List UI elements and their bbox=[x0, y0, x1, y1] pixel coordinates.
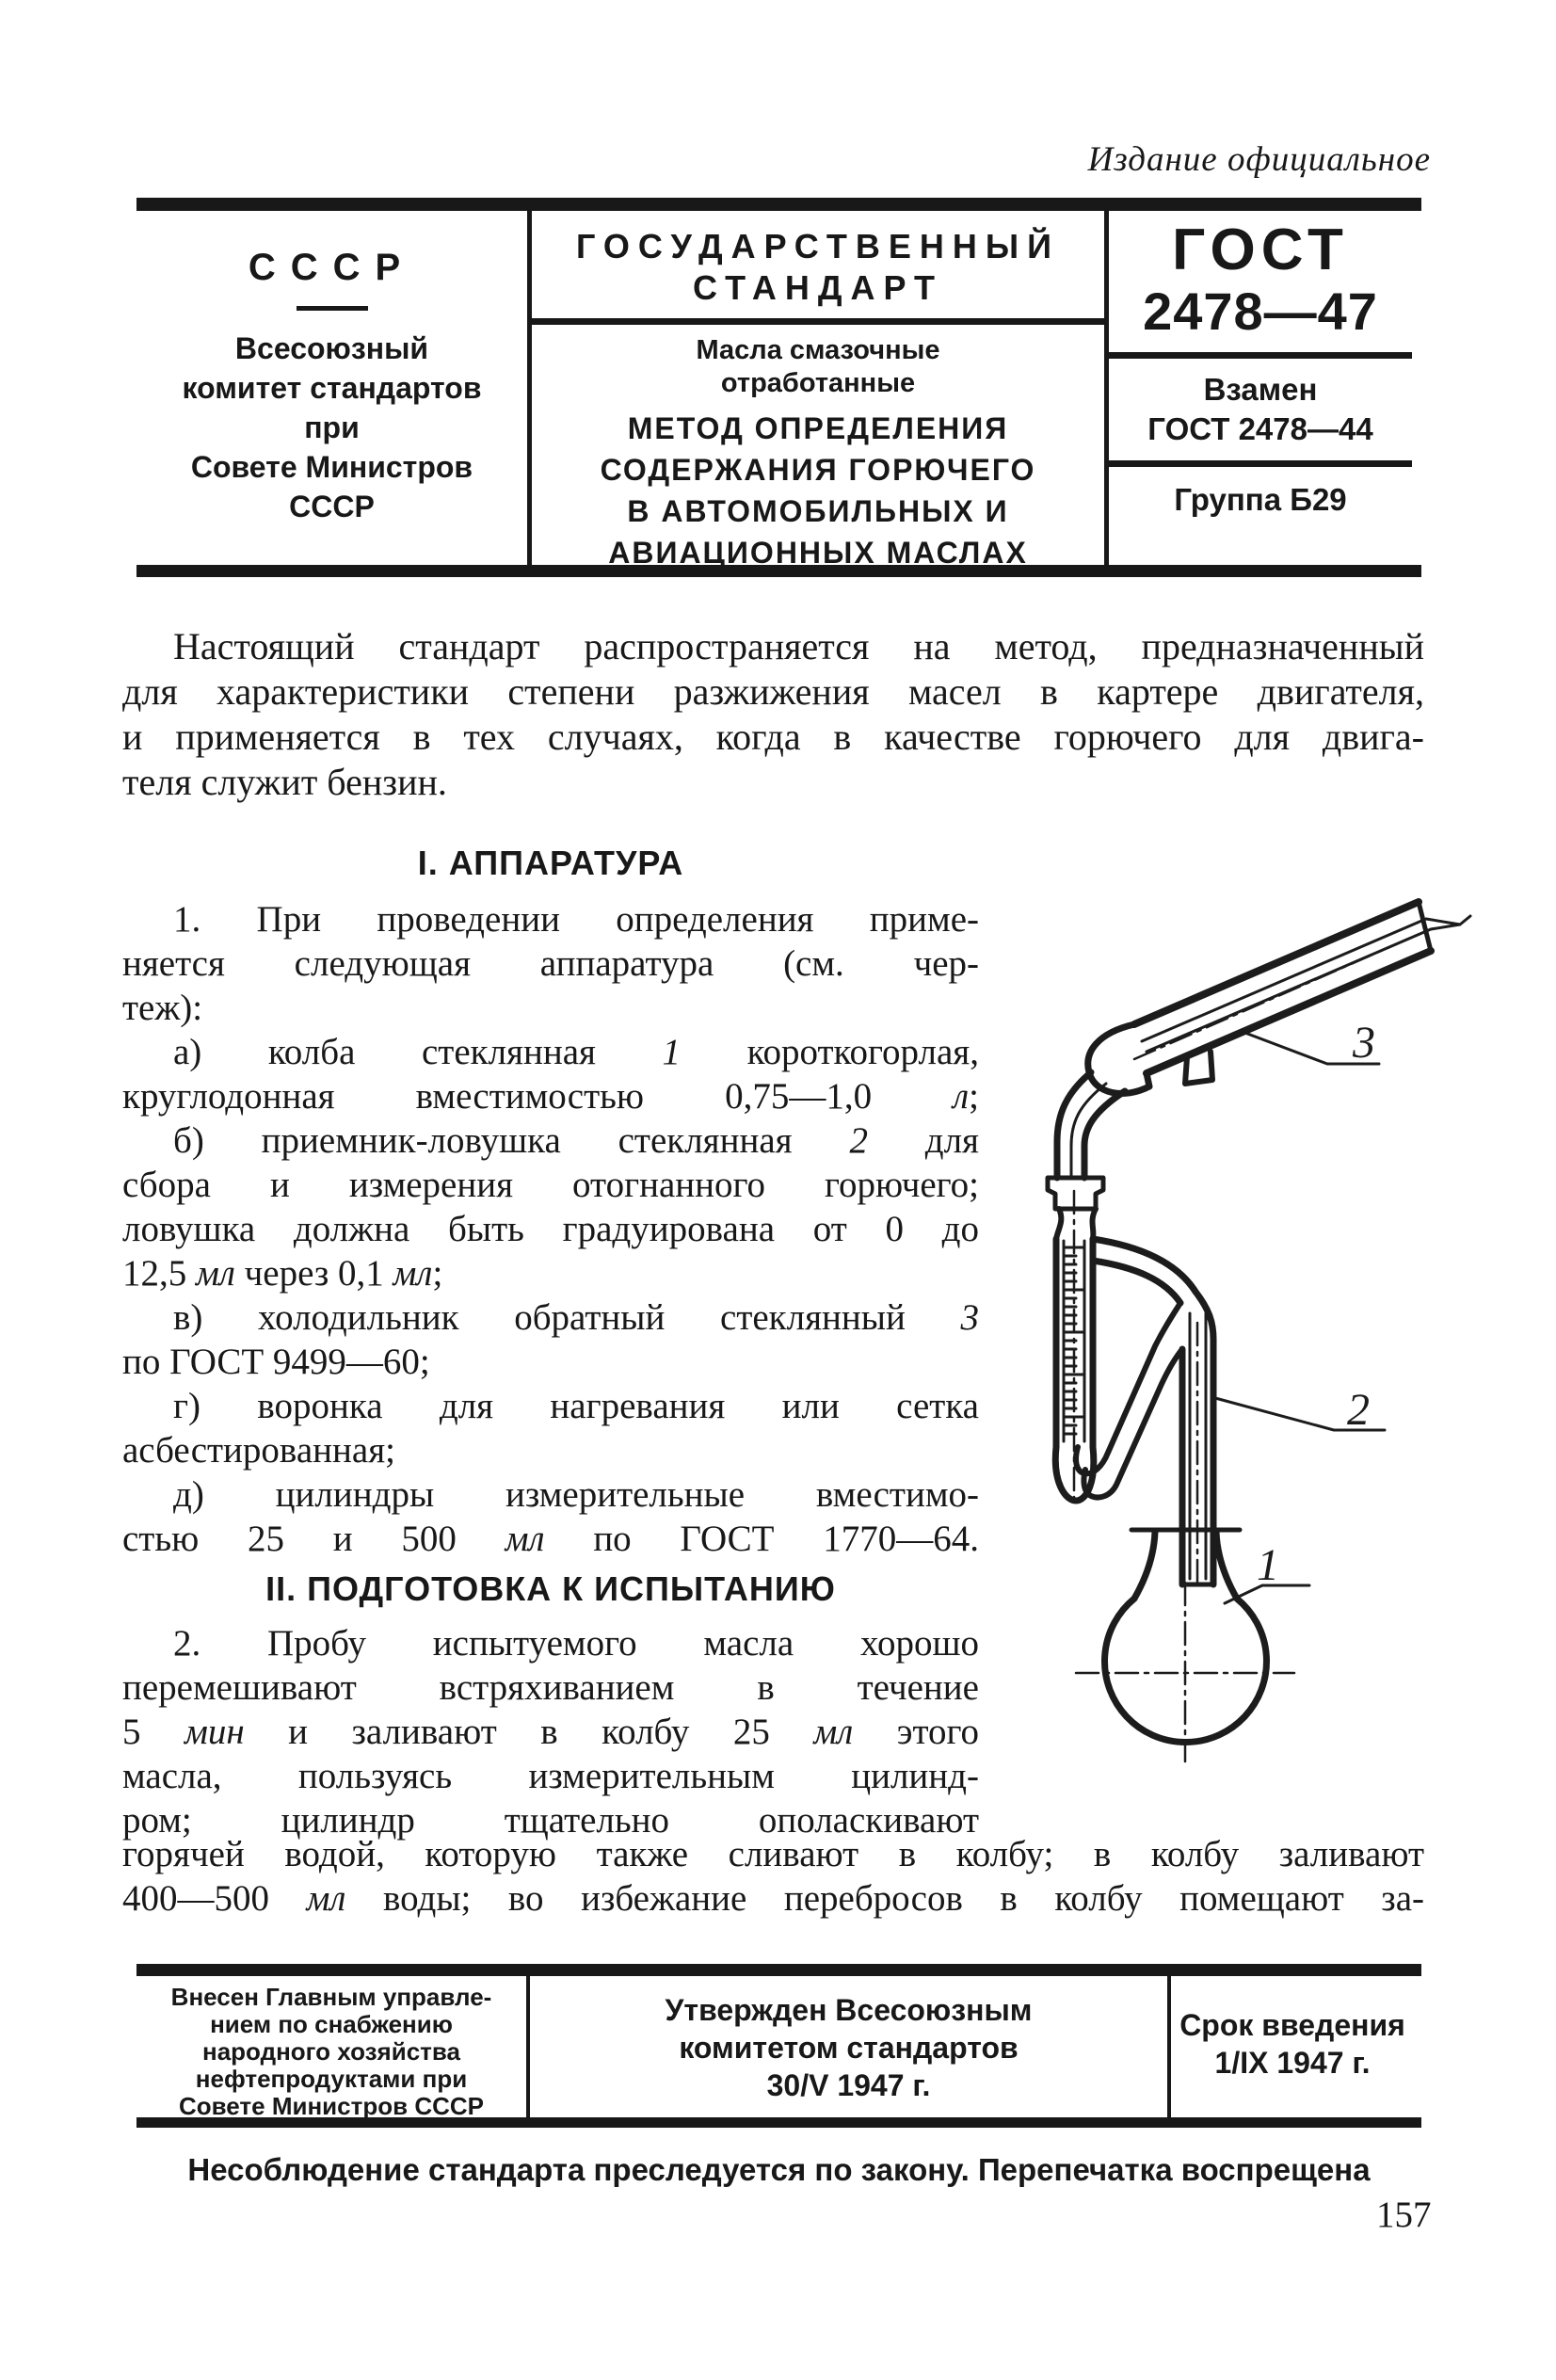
text-line: асбестированная; bbox=[122, 1430, 395, 1471]
text-line: круглодонная вместимостью 0,75—1,0 л; bbox=[122, 1076, 979, 1117]
replaces-note bbox=[1109, 370, 1412, 449]
divider-dash bbox=[297, 306, 368, 311]
text-line: нефтепродуктами при bbox=[195, 2065, 468, 2093]
text-line: сбора и измерения отогнанного горючего; bbox=[122, 1165, 979, 1205]
text-line: а) колба стеклянная 1 короткогорлая, bbox=[173, 1032, 979, 1072]
text-line: МЕТОД ОПРЕДЕЛЕНИЯ bbox=[627, 411, 1009, 445]
text-line: АВИАЦИОННЫХ МАСЛАХ bbox=[608, 536, 1028, 570]
text-line: отработанные bbox=[720, 368, 916, 398]
text-line: Срок введения bbox=[1179, 2008, 1405, 2042]
legal-notice: Несоблюдение стандарта преследуется по закону. Перепечатка воспрещена bbox=[187, 2152, 1371, 2187]
full-width-paragraph bbox=[122, 1832, 1424, 1921]
gost-label: ГОСТ bbox=[1172, 217, 1349, 282]
text-line: комитет стандартов bbox=[182, 371, 482, 405]
text-line: масла, пользуясь измерительным цилинд- bbox=[122, 1756, 979, 1796]
diagram-leaders bbox=[1215, 1032, 1385, 1603]
standard-method-title bbox=[532, 408, 1104, 573]
text-line: д) цилиндры измерительные вместимо- bbox=[173, 1474, 979, 1515]
rule bbox=[532, 318, 1104, 325]
text-line: 5 мин и заливают в колбу 25 мл этого bbox=[122, 1712, 980, 1752]
standard-subject bbox=[532, 334, 1104, 400]
edition-note: Издание официальное bbox=[1087, 140, 1431, 179]
preparation-paragraph bbox=[122, 1621, 979, 1842]
text-line: по ГОСТ 9499—60; bbox=[122, 1342, 430, 1382]
rule bbox=[1109, 460, 1412, 467]
text-line: Совете Министров bbox=[190, 450, 473, 484]
diagram-label-trap: 2 bbox=[1347, 1385, 1370, 1435]
rule bbox=[1109, 352, 1412, 359]
footer-cell-approved bbox=[530, 1976, 1171, 2117]
standard-title-line1: ГОСУДАРСТВЕННЫЙ bbox=[575, 227, 1060, 265]
body-left-column bbox=[122, 843, 979, 1842]
text-line: 30/V 1947 г. bbox=[766, 2068, 931, 2102]
text-line: комитетом стандартов bbox=[679, 2031, 1019, 2065]
text-line: б) приемник-ловушка стеклянная 2 для bbox=[173, 1120, 979, 1161]
group-label: Группа Б29 bbox=[1174, 482, 1347, 517]
text-line: перемешивают встряхиванием в течение bbox=[122, 1667, 979, 1708]
text-line: Масла смазочные bbox=[696, 335, 940, 365]
text-line: СССР bbox=[289, 490, 375, 523]
text-line: ГОСТ 2478—44 bbox=[1147, 411, 1373, 446]
text-line: нием по снабжению bbox=[210, 2010, 453, 2038]
text-line: и применяется в тех случаях, когда в качестве горючего для двига- bbox=[122, 716, 1424, 758]
header-cell-issuer bbox=[136, 211, 532, 565]
text-line: Внесен Главным управле- bbox=[170, 1983, 492, 2011]
footer-cell-effective-date bbox=[1171, 1976, 1414, 2117]
text-line: 2. Пробу испытуемого масла хорошо bbox=[173, 1623, 979, 1664]
condenser-drawing bbox=[1088, 902, 1470, 1093]
elbow-tube-drawing bbox=[1048, 1072, 1125, 1239]
distillation-apparatus-diagram bbox=[993, 871, 1511, 1775]
country-label: СССР bbox=[248, 247, 416, 288]
text-line: теля служит бензин. bbox=[122, 761, 447, 803]
text-line: 1. При проведении определения приме- bbox=[173, 899, 979, 940]
text-line: В АВТОМОБИЛЬНЫХ И bbox=[627, 494, 1009, 528]
text-line: Всесоюзный bbox=[234, 331, 429, 365]
text-line: 400—500 мл воды; во избежание перебросов в колбу помещают за- bbox=[122, 1878, 1424, 1919]
text-line: г) воронка для нагревания или сетка bbox=[173, 1386, 979, 1426]
graduation-ticks bbox=[1065, 1247, 1083, 1434]
text-line: ловушка должна быть градуирована от 0 до bbox=[122, 1209, 979, 1249]
header-table bbox=[136, 198, 1421, 577]
footer-cell-submitted bbox=[136, 1976, 530, 2120]
text-line: Взамен bbox=[1203, 372, 1318, 407]
text-line: ром; цилиндр тщательно ополаскивают bbox=[122, 1800, 979, 1841]
header-cell-number bbox=[1109, 211, 1412, 565]
text-line: для характеристики степени разжижения масел в картере двигателя, bbox=[122, 670, 1424, 713]
text-line: СОДЕРЖАНИЯ ГОРЮЧЕГО bbox=[600, 453, 1036, 487]
diagram-label-condenser: 3 bbox=[1353, 1018, 1375, 1068]
text-line: горячей водой, которую также сливают в колбу; в колбу заливают bbox=[122, 1834, 1424, 1874]
section-2-heading: II. ПОДГОТОВКА К ИСПЫТАНИЮ bbox=[265, 1569, 836, 1608]
flask-drawing bbox=[1076, 1530, 1294, 1761]
gost-number: 2478—47 bbox=[1143, 281, 1378, 341]
text-line: Совете Министров СССР bbox=[179, 2092, 484, 2120]
text-line: няется следующая аппаратура (см. чер- bbox=[122, 943, 979, 984]
text-line: в) холодильник обратный стеклянный 3 bbox=[173, 1297, 979, 1338]
footer-table bbox=[136, 1964, 1421, 2128]
diagram-label-flask: 1 bbox=[1257, 1540, 1279, 1590]
text-line: теж): bbox=[122, 988, 203, 1028]
standard-title-line2: СТАНДАРТ bbox=[693, 268, 943, 307]
page-number: 157 bbox=[1376, 2195, 1432, 2235]
intro-paragraph bbox=[122, 624, 1424, 805]
text-line: Настоящий стандарт распространяется на метод, предназначенный bbox=[173, 625, 1424, 667]
text-line: при bbox=[304, 410, 360, 444]
trap-receiver-drawing bbox=[1055, 1191, 1213, 1584]
apparatus-list bbox=[122, 897, 979, 1561]
text-line: стью 25 и 500 мл по ГОСТ 1770—64. bbox=[122, 1519, 979, 1559]
text-line: Утвержден Всесоюзным bbox=[665, 1993, 1033, 2027]
text-line: 1/IX 1947 г. bbox=[1214, 2046, 1371, 2080]
section-1-heading: I. АППАРАТУРА bbox=[417, 844, 684, 882]
issuer-org bbox=[136, 329, 527, 526]
header-cell-title bbox=[532, 211, 1109, 570]
text-line: народного хозяйства bbox=[202, 2037, 460, 2066]
text-line: 12,5 мл через 0,1 мл; bbox=[122, 1253, 443, 1294]
